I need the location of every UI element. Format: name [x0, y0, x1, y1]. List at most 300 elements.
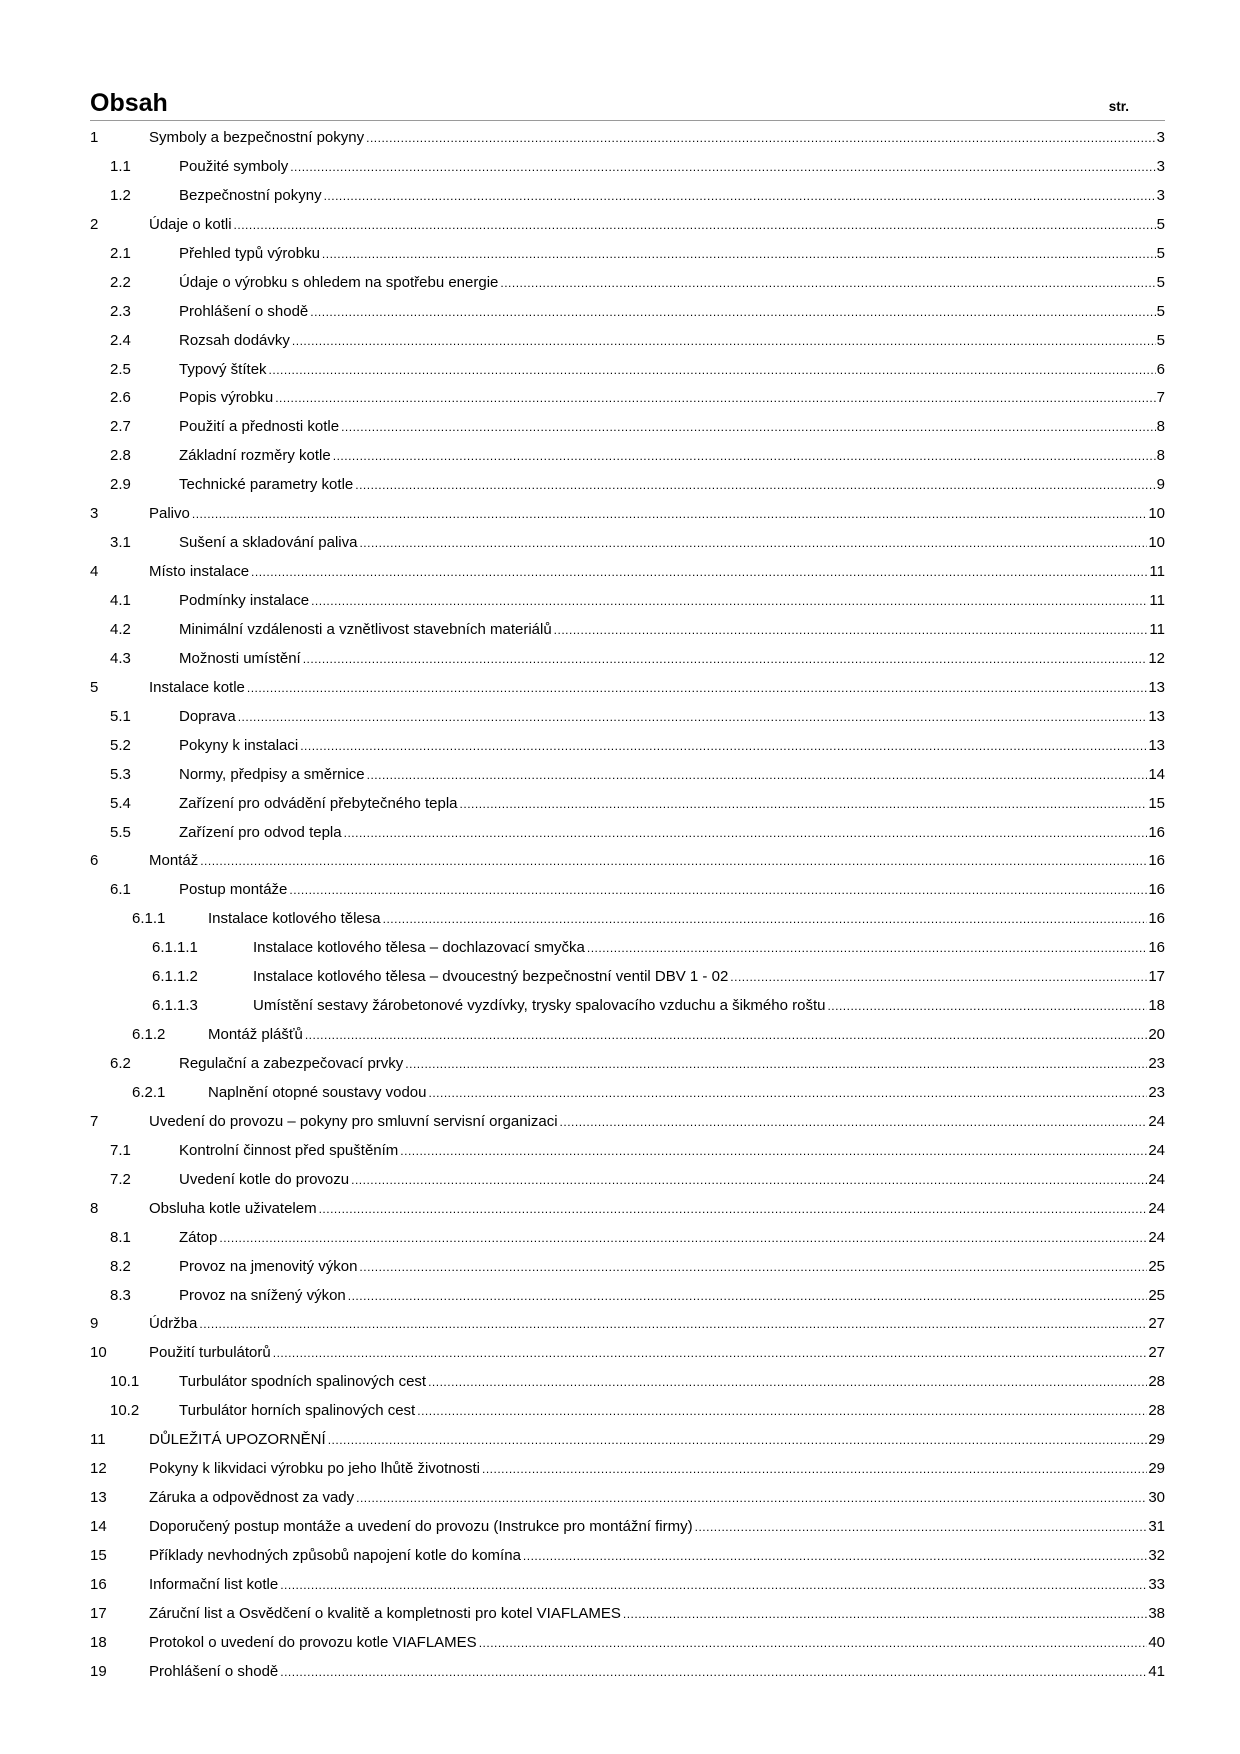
- toc-entry-number: 6.1.1.2: [152, 968, 198, 986]
- toc-entry-label[interactable]: Pokyny k instalaci: [179, 736, 299, 754]
- toc-entry-number: 5.1: [110, 707, 131, 725]
- toc-entry-number: 4.2: [110, 620, 131, 638]
- toc-entry-number: 8.1: [110, 1228, 131, 1246]
- dot-leader: [482, 1462, 1147, 1477]
- toc-entry-page-number[interactable]: 11: [1149, 563, 1165, 581]
- toc-entry-label[interactable]: Naplnění otopné soustavy vodou: [208, 1083, 427, 1101]
- toc-entry-number: 5.4: [110, 794, 131, 812]
- toc-entry-page-number[interactable]: 30: [1148, 1489, 1165, 1507]
- toc-entry-label[interactable]: Zařízení pro odvod tepla: [179, 823, 342, 841]
- dot-leader: [273, 1346, 1148, 1361]
- toc-entry[interactable]: [90, 642, 1165, 671]
- toc-entry-label[interactable]: Instalace kotle: [149, 678, 245, 696]
- toc-entry-page-number[interactable]: 24: [1148, 1112, 1165, 1130]
- toc-entry[interactable]: [90, 1105, 1165, 1134]
- toc-entry-body: [179, 448, 1165, 464]
- toc-entry[interactable]: [90, 1250, 1165, 1279]
- toc-entry[interactable]: [90, 584, 1165, 613]
- toc-entry-number: 16: [90, 1575, 107, 1593]
- toc-entry-number: 4.1: [110, 592, 131, 609]
- toc-entry-label[interactable]: Turbulátor horních spalinových cest: [179, 1402, 416, 1420]
- toc-entry-number: 6.1.1.3: [152, 997, 198, 1015]
- toc-entry[interactable]: [90, 1655, 1165, 1684]
- toc-entry[interactable]: [90, 1221, 1165, 1250]
- toc-entry-number: 3: [90, 505, 99, 523]
- toc-entry-body: [208, 1085, 1165, 1101]
- toc-entry-body: [179, 593, 1165, 609]
- toc-entry-page-number[interactable]: 40: [1148, 1633, 1165, 1651]
- toc-entry-number: 6.2: [110, 1055, 131, 1072]
- toc-entry[interactable]: [90, 787, 1165, 816]
- toc-entry-number: 8.3: [110, 1286, 131, 1304]
- toc-entry-label[interactable]: Záruka a odpovědnost za vady: [149, 1489, 355, 1507]
- toc-entry-body: [179, 1288, 1165, 1304]
- toc-entry-page-number[interactable]: 29: [1148, 1460, 1165, 1478]
- toc-entry-body: [179, 1230, 1165, 1246]
- toc-entry-page-number[interactable]: 3: [1156, 129, 1165, 146]
- toc-entry-label[interactable]: Protokol o uvedení do provozu kotle VIAFLAMES: [149, 1633, 477, 1651]
- dot-leader: [280, 1665, 1147, 1680]
- toc-entry-page-number[interactable]: 28: [1148, 1373, 1165, 1391]
- toc-entry-body: [149, 1114, 1165, 1130]
- toc-entry-label[interactable]: Základní rozměry kotle: [179, 447, 331, 465]
- dot-leader: [405, 1057, 1147, 1072]
- toc-entry-page-number[interactable]: 11: [1149, 592, 1165, 609]
- dot-leader: [355, 478, 1155, 493]
- toc-entry-page-number[interactable]: 5: [1156, 331, 1165, 349]
- toc-entry-body: [149, 1432, 1165, 1448]
- toc-entry-page-number[interactable]: 16: [1148, 881, 1165, 899]
- toc-entry[interactable]: [90, 381, 1165, 410]
- dot-leader: [303, 652, 1148, 667]
- toc-entry-number: 4: [90, 563, 99, 581]
- toc-entry[interactable]: [90, 295, 1165, 324]
- toc-entry-number: 11: [90, 1431, 106, 1449]
- dot-leader: [247, 681, 1147, 696]
- toc-entry-number: 13: [90, 1489, 107, 1507]
- toc-entry-number: 17: [90, 1604, 107, 1622]
- toc-entry-page-number[interactable]: 13: [1148, 707, 1165, 725]
- page-column-label: str.: [1108, 99, 1129, 114]
- toc-entry-page-number[interactable]: 31: [1148, 1518, 1165, 1535]
- toc-entry[interactable]: [90, 150, 1165, 179]
- toc-entry-label[interactable]: Instalace kotlového tělesa – dvoucestný bezpečnostní ventil DBV 1 - 02: [253, 968, 729, 986]
- toc-entry-label[interactable]: Kontrolní činnost před spuštěním: [179, 1141, 399, 1159]
- toc-entry[interactable]: [90, 989, 1165, 1018]
- toc-entry-body: [179, 246, 1165, 262]
- toc-entry-number: 10: [90, 1344, 107, 1362]
- toc-entry-label[interactable]: Údržba: [149, 1315, 198, 1333]
- toc-entry-number: 10.2: [110, 1402, 140, 1420]
- dot-leader: [383, 912, 1148, 927]
- dot-leader: [275, 391, 1155, 406]
- toc-entry-body: [208, 1027, 1165, 1043]
- toc-entry-number: 1: [90, 129, 99, 146]
- toc-entry-page-number[interactable]: 32: [1148, 1546, 1165, 1564]
- toc-page: [90, 88, 1165, 1684]
- toc-entry[interactable]: [90, 758, 1165, 787]
- toc-entry[interactable]: [90, 1076, 1165, 1105]
- toc-entry[interactable]: [90, 1597, 1165, 1626]
- toc-entry-page-number[interactable]: 24: [1148, 1199, 1165, 1217]
- dot-leader: [251, 565, 1148, 580]
- toc-entry-body: [179, 1403, 1165, 1419]
- toc-entry-page-number[interactable]: 5: [1156, 273, 1165, 291]
- toc-entry-label[interactable]: Obsluha kotle uživatelem: [149, 1199, 317, 1217]
- toc-entry-label[interactable]: Provoz na jmenovitý výkon: [179, 1257, 358, 1275]
- dot-leader: [238, 710, 1148, 725]
- toc-entry-page-number[interactable]: 17: [1148, 968, 1165, 986]
- toc-entry-body: [179, 796, 1165, 812]
- dot-leader: [341, 420, 1156, 435]
- toc-entry-number: 12: [90, 1460, 107, 1478]
- toc-entry-body: [179, 738, 1165, 754]
- toc-entry-page-number[interactable]: 14: [1148, 765, 1165, 783]
- toc-entry-page-number[interactable]: 16: [1148, 823, 1165, 841]
- toc-entry-body: [179, 1259, 1165, 1275]
- toc-entry-number: 2.3: [110, 302, 131, 320]
- toc-entry-label[interactable]: Místo instalace: [149, 563, 250, 581]
- toc-entry-number: 7.1: [110, 1141, 131, 1159]
- toc-entry[interactable]: [90, 1452, 1165, 1481]
- toc-entry-page-number[interactable]: 8: [1156, 418, 1165, 436]
- toc-entry[interactable]: [90, 931, 1165, 960]
- toc-entry-page-number[interactable]: 15: [1148, 794, 1165, 812]
- toc-entry-number: 4.3: [110, 649, 131, 667]
- toc-entry-page-number[interactable]: 23: [1148, 1055, 1165, 1072]
- toc-entry-label[interactable]: Zátop: [179, 1228, 218, 1246]
- toc-entry-body: [179, 767, 1165, 783]
- toc-entry-body: [253, 969, 1165, 985]
- toc-entry-label[interactable]: Montáž plášťů: [208, 1026, 303, 1044]
- toc-entry-page-number[interactable]: 24: [1148, 1141, 1165, 1159]
- toc-entry[interactable]: [90, 1336, 1165, 1365]
- toc-entry-number: 2.2: [110, 273, 131, 291]
- toc-entry-body: [149, 680, 1165, 696]
- dot-leader: [199, 1317, 1147, 1332]
- toc-entry[interactable]: [90, 1568, 1165, 1597]
- toc-entry-body: [149, 1461, 1165, 1477]
- toc-entry-page-number[interactable]: 6: [1156, 360, 1165, 378]
- toc-entry-page-number[interactable]: 9: [1156, 476, 1165, 494]
- toc-entry-label[interactable]: Bezpečnostní pokyny: [179, 186, 322, 204]
- toc-entry-number: 2.1: [110, 244, 131, 262]
- toc-entry[interactable]: [90, 671, 1165, 700]
- toc-entry-body: [179, 709, 1165, 725]
- toc-entry-body: [179, 1143, 1165, 1159]
- toc-entry-number: 15: [90, 1546, 107, 1564]
- toc-entry-page-number[interactable]: 33: [1148, 1575, 1165, 1593]
- dot-leader: [292, 334, 1156, 349]
- toc-entry[interactable]: [90, 1481, 1165, 1510]
- toc-entry[interactable]: [90, 526, 1165, 555]
- toc-entry-label[interactable]: Normy, předpisy a směrnice: [179, 765, 365, 783]
- toc-entry-number: 1.1: [110, 157, 131, 175]
- toc-entry-number: 7.2: [110, 1170, 131, 1188]
- toc-entry-label[interactable]: Uvedení do provozu – pokyny pro smluvní servisní organizaci: [149, 1112, 558, 1130]
- toc-entry-label[interactable]: Použití turbulátorů: [149, 1344, 271, 1362]
- toc-entry-label[interactable]: Příklady nevhodných způsobů napojení kotle do komína: [149, 1546, 521, 1564]
- toc-entry-label[interactable]: Doprava: [179, 707, 236, 725]
- toc-entry-label[interactable]: Symboly a bezpečnostní pokyny: [149, 129, 365, 146]
- toc-entry-label[interactable]: Přehled typů výrobku: [179, 244, 320, 262]
- dot-leader: [300, 739, 1147, 754]
- toc-entry-number: 5.3: [110, 765, 131, 783]
- dot-leader: [359, 1260, 1147, 1275]
- toc-entry-number: 1.2: [110, 186, 131, 204]
- toc-entry-label[interactable]: Použití a přednosti kotle: [179, 418, 340, 436]
- toc-entry-number: 18: [90, 1633, 107, 1651]
- toc-entry[interactable]: [90, 410, 1165, 439]
- toc-entry[interactable]: [90, 1510, 1165, 1539]
- toc-entry-label[interactable]: Informační list kotle: [149, 1575, 279, 1593]
- toc-entry-body: [179, 882, 1165, 898]
- toc-entry-body: [149, 1490, 1165, 1506]
- toc-entry-page-number[interactable]: 11: [1149, 620, 1165, 638]
- toc-entry[interactable]: [90, 902, 1165, 931]
- dot-leader: [356, 1491, 1147, 1506]
- dot-leader: [730, 970, 1147, 985]
- toc-entry-label[interactable]: Postup montáže: [179, 881, 288, 899]
- toc-entry-body: [149, 130, 1165, 146]
- dot-leader: [192, 507, 1147, 522]
- toc-entry[interactable]: [90, 873, 1165, 902]
- dot-leader: [400, 1144, 1147, 1159]
- toc-entry-page-number[interactable]: 3: [1156, 186, 1165, 204]
- toc-entry-number: 5.5: [110, 823, 131, 841]
- dot-leader: [351, 1173, 1147, 1188]
- toc-entry-body: [179, 651, 1165, 667]
- toc-entry[interactable]: [90, 497, 1165, 526]
- toc-entry-body: [179, 362, 1165, 378]
- dot-leader: [200, 854, 1147, 869]
- toc-entry-label[interactable]: Zařízení pro odvádění přebytečného tepla: [179, 794, 458, 812]
- toc-entry-page-number[interactable]: 27: [1148, 1344, 1165, 1362]
- dot-leader: [328, 1433, 1148, 1448]
- toc-entry[interactable]: [90, 208, 1165, 237]
- toc-entry-page-number[interactable]: 38: [1148, 1604, 1165, 1622]
- toc-entry-page-number[interactable]: 23: [1148, 1083, 1165, 1101]
- toc-entry-page-number[interactable]: 16: [1148, 852, 1165, 870]
- dot-leader: [366, 131, 1156, 146]
- dot-leader: [305, 1028, 1147, 1043]
- dot-leader: [417, 1404, 1147, 1419]
- toc-entry-page-number[interactable]: 16: [1148, 910, 1165, 928]
- toc-entry-body: [149, 506, 1165, 522]
- toc-entry-label[interactable]: Instalace kotlového tělesa: [208, 910, 381, 928]
- toc-entry-number: 6.1.1.1: [152, 939, 198, 957]
- toc-entry-label[interactable]: Údaje o kotli: [149, 215, 232, 233]
- toc-entry[interactable]: [90, 1134, 1165, 1163]
- toc-entry-body: [179, 333, 1165, 349]
- toc-entry[interactable]: [90, 439, 1165, 468]
- dot-leader: [219, 1231, 1147, 1246]
- toc-entry[interactable]: [90, 121, 1165, 150]
- toc-entry-page-number[interactable]: 41: [1148, 1662, 1165, 1680]
- toc-entry-label[interactable]: Provoz na snížený výkon: [179, 1286, 346, 1304]
- toc-entry[interactable]: [90, 1192, 1165, 1221]
- toc-entry[interactable]: [90, 1279, 1165, 1308]
- toc-entry-number: 8.2: [110, 1257, 131, 1275]
- toc-entry-body: [179, 188, 1165, 204]
- dot-leader: [428, 1375, 1147, 1390]
- page-title: Obsah: [90, 89, 168, 117]
- toc-entry-page-number[interactable]: 3: [1156, 157, 1165, 175]
- toc-entry-number: 2: [90, 215, 99, 233]
- toc-entry-number: 6.2.1: [132, 1083, 166, 1101]
- toc-entry[interactable]: [90, 1539, 1165, 1568]
- toc-entry[interactable]: [90, 237, 1165, 266]
- toc-entry-label[interactable]: Sušení a skladování paliva: [179, 534, 358, 552]
- toc-entry-label[interactable]: Pokyny k likvidaci výrobku po jeho lhůtě životnosti: [149, 1460, 480, 1478]
- toc-entry-page-number[interactable]: 5: [1156, 244, 1165, 262]
- toc-entry[interactable]: [90, 1163, 1165, 1192]
- toc-entry-body: [253, 998, 1165, 1014]
- toc-entry-number: 2.9: [110, 476, 131, 494]
- toc-entry-body: [149, 1664, 1165, 1680]
- toc-entry-body: [179, 1056, 1165, 1072]
- toc-entry-page-number[interactable]: 7: [1156, 389, 1165, 407]
- toc-entry-page-number[interactable]: 5: [1156, 302, 1165, 320]
- toc-entry-label[interactable]: Doporučený postup montáže a uvedení do provozu (Instrukce pro montážní firmy): [149, 1518, 693, 1535]
- toc-entry-label[interactable]: Umístění sestavy žárobetonové vyzdívky, trysky spalovacího vzduchu a šikmého roštu: [253, 997, 826, 1015]
- toc-entry-page-number[interactable]: 20: [1148, 1026, 1165, 1044]
- dot-leader: [322, 247, 1156, 262]
- toc-entry[interactable]: [90, 1423, 1165, 1452]
- toc-entry-body: [179, 390, 1165, 406]
- dot-leader: [269, 363, 1156, 378]
- toc-entry-label[interactable]: Turbulátor spodních spalinových cest: [179, 1373, 427, 1391]
- toc-entry-label[interactable]: Technické parametry kotle: [179, 476, 354, 494]
- toc-entry-body: [208, 911, 1165, 927]
- toc-entry-page-number[interactable]: 18: [1148, 997, 1165, 1015]
- toc-entry-body: [149, 217, 1165, 233]
- dot-leader: [554, 623, 1149, 638]
- toc-entry-body: [149, 1201, 1165, 1217]
- toc-entry-label[interactable]: Prohlášení o shodě: [149, 1662, 279, 1680]
- toc-entry-body: [179, 275, 1165, 291]
- toc-entry-page-number[interactable]: 12: [1148, 649, 1165, 667]
- toc-entry-label[interactable]: Instalace kotlového tělesa – dochlazovací smyčka: [253, 939, 585, 957]
- toc-entry-page-number[interactable]: 8: [1156, 447, 1165, 465]
- dot-leader: [289, 883, 1147, 898]
- toc-entry-label[interactable]: Uvedení kotle do provozu: [179, 1170, 350, 1188]
- toc-entry-page-number[interactable]: 24: [1148, 1170, 1165, 1188]
- toc-entry[interactable]: [90, 555, 1165, 584]
- toc-entry[interactable]: [90, 816, 1165, 845]
- toc-entry[interactable]: [90, 179, 1165, 208]
- toc-entry-label[interactable]: Palivo: [149, 505, 190, 523]
- toc-entry-page-number[interactable]: 13: [1148, 736, 1165, 754]
- dot-leader: [429, 1086, 1148, 1101]
- toc-entry[interactable]: [90, 353, 1165, 382]
- toc-entry-body: [149, 853, 1165, 869]
- toc-entry[interactable]: [90, 1047, 1165, 1076]
- toc-entry[interactable]: [90, 613, 1165, 642]
- toc-entry-label[interactable]: Minimální vzdálenosti a vznětlivost stavebních materiálů: [179, 620, 552, 638]
- toc-entry-page-number[interactable]: 28: [1148, 1402, 1165, 1420]
- toc-entry-body: [179, 1374, 1165, 1390]
- toc-entry-body: [149, 564, 1165, 580]
- toc-entry-label[interactable]: Údaje o výrobku s ohledem na spotřebu energie: [179, 273, 499, 291]
- table-of-contents: [90, 121, 1165, 1684]
- dot-leader: [695, 1520, 1148, 1535]
- toc-entry[interactable]: [90, 1365, 1165, 1394]
- toc-entry-label[interactable]: Regulační a zabezpečovací prvky: [179, 1055, 404, 1072]
- toc-entry-label[interactable]: Použité symboly: [179, 157, 289, 175]
- toc-entry-body: [149, 1316, 1165, 1332]
- toc-entry-label[interactable]: Prohlášení o shodě: [179, 302, 309, 320]
- dot-leader: [560, 1115, 1148, 1130]
- toc-entry-label[interactable]: Záruční list a Osvědčení o kvalitě a kompletnosti pro kotel VIAFLAMES: [149, 1604, 621, 1622]
- toc-entry[interactable]: [90, 844, 1165, 873]
- toc-entry-label[interactable]: Rozsah dodávky: [179, 331, 290, 349]
- toc-entry-page-number[interactable]: 27: [1148, 1315, 1165, 1333]
- dot-leader: [460, 797, 1148, 812]
- toc-entry-page-number[interactable]: 10: [1148, 505, 1165, 523]
- toc-entry-page-number[interactable]: 24: [1148, 1228, 1165, 1246]
- toc-entry[interactable]: [90, 960, 1165, 989]
- toc-entry-number: 14: [90, 1518, 107, 1535]
- toc-entry-page-number[interactable]: 25: [1148, 1257, 1165, 1275]
- dot-leader: [319, 1202, 1148, 1217]
- toc-entry[interactable]: [90, 1626, 1165, 1655]
- toc-entry-label[interactable]: DŮLEŽITÁ UPOZORNĚNÍ: [149, 1431, 326, 1449]
- toc-entry[interactable]: [90, 1394, 1165, 1423]
- toc-entry[interactable]: [90, 468, 1165, 497]
- toc-entry[interactable]: [90, 1307, 1165, 1336]
- dot-leader: [500, 276, 1155, 291]
- toc-entry-number: 3.1: [110, 534, 131, 552]
- toc-entry-label[interactable]: Podmínky instalace: [179, 592, 310, 609]
- toc-entry-number: 6: [90, 852, 99, 870]
- toc-entry-body: [179, 419, 1165, 435]
- dot-leader: [234, 218, 1156, 233]
- toc-header: [90, 88, 1165, 121]
- toc-entry-page-number[interactable]: 25: [1148, 1286, 1165, 1304]
- toc-entry-page-number[interactable]: 29: [1148, 1431, 1165, 1449]
- toc-entry-body: [179, 304, 1165, 320]
- toc-entry-body: [149, 1606, 1165, 1622]
- toc-entry-number: 5: [90, 678, 99, 696]
- dot-leader: [310, 305, 1155, 320]
- toc-entry[interactable]: [90, 266, 1165, 295]
- toc-entry[interactable]: [90, 1018, 1165, 1047]
- toc-entry[interactable]: [90, 700, 1165, 729]
- toc-entry-page-number[interactable]: 10: [1148, 534, 1165, 552]
- toc-entry-number: 6.1: [110, 881, 131, 899]
- toc-entry-body: [179, 622, 1165, 638]
- toc-entry-page-number[interactable]: 5: [1156, 215, 1165, 233]
- toc-entry-page-number[interactable]: 13: [1148, 678, 1165, 696]
- toc-entry[interactable]: [90, 324, 1165, 353]
- dot-leader: [367, 768, 1148, 783]
- toc-entry-body: [149, 1577, 1165, 1593]
- toc-entry-page-number[interactable]: 16: [1148, 939, 1165, 957]
- toc-entry-label[interactable]: Montáž: [149, 852, 199, 870]
- toc-entry-body: [253, 940, 1165, 956]
- toc-entry-label[interactable]: Možnosti umístění: [179, 649, 301, 667]
- toc-entry-number: 2.8: [110, 447, 131, 465]
- toc-entry-label[interactable]: Popis výrobku: [179, 389, 274, 407]
- toc-entry-number: 2.4: [110, 331, 131, 349]
- toc-entry-body: [149, 1345, 1165, 1361]
- toc-entry-label[interactable]: Typový štítek: [179, 360, 267, 378]
- toc-entry-body: [179, 825, 1165, 841]
- dot-leader: [333, 449, 1156, 464]
- toc-entry[interactable]: [90, 729, 1165, 758]
- toc-entry-body: [149, 1548, 1165, 1564]
